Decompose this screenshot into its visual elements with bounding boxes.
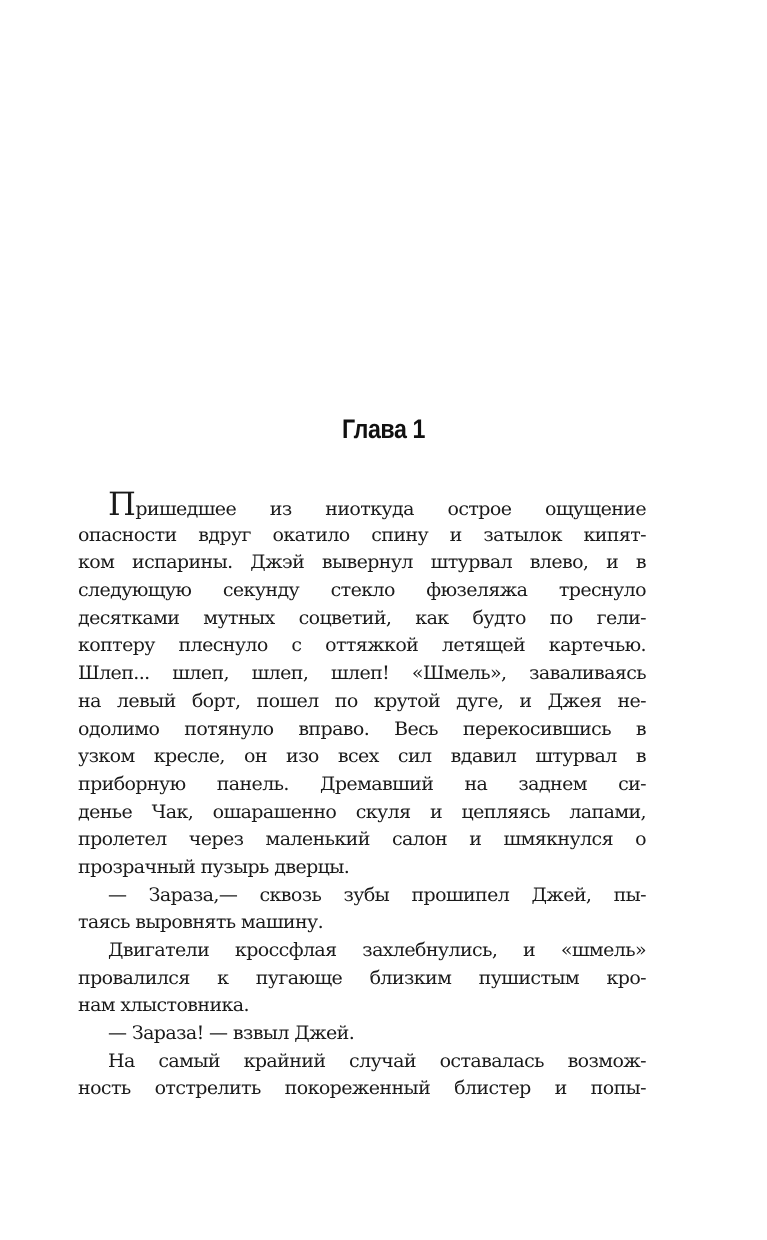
text-line: коптеру плеснуло с оттяжкой летящей картечью. [78, 634, 646, 657]
text-line: — Зараза! — взвыл Джей. [108, 1022, 355, 1045]
text-line: провалился к пугающе близким пушистым кро- [78, 966, 646, 989]
chapter-title: Глава 1 [342, 414, 425, 444]
text-line: приборную панель. Дремавший на заднем си- [78, 772, 646, 795]
text-line: десятками мутных соцветий, как будто по гели- [78, 606, 646, 629]
text-line: На самый крайний случай оставалась возмож- [108, 1049, 646, 1072]
text-line: Пришедшее из ниоткуда острое ощущение [108, 485, 646, 523]
text-line: на левый борт, пошел по крутой дуге, и Джея не- [78, 689, 646, 712]
text-line: одолимо потянуло вправо. Весь перекосившись в [78, 717, 646, 740]
text-line: Двигатели кроссфлая захлебнулись, и «шмель» [108, 939, 646, 961]
text-line: — Зараза,— сквозь зубы прошипел Джей, пы- [108, 883, 646, 906]
text-line: денье Чак, ошарашенно скуля и цепляясь лапами, [78, 800, 646, 823]
text-line: таясь выровнять машину. [78, 911, 324, 934]
text-line: пролетел через маленький салон и шмякнулся о [78, 828, 646, 851]
text-line: следующую секунду стекло фюзеляжа треснуло [78, 579, 646, 602]
text-line: нам хлыстовника. [78, 994, 249, 1017]
text-line: ком испарины. Джэй вывернул штурвал влево, и в [78, 551, 646, 574]
initial-letter: П [108, 485, 136, 523]
text-line: Шлеп... шлеп, шлеп, шлеп! «Шмель», заваливаясь [78, 662, 646, 685]
text-line: прозрачный пузырь дверцы. [78, 855, 350, 878]
chapter-body [78, 485, 646, 1103]
text-line: узком кресле, он изо всех сил вдавил штурвал в [78, 745, 646, 768]
text-line: ность отстрелить покореженный блистер и попы- [78, 1077, 646, 1100]
text-line: опасности вдруг окатило спину и затылок кипят- [78, 523, 646, 546]
